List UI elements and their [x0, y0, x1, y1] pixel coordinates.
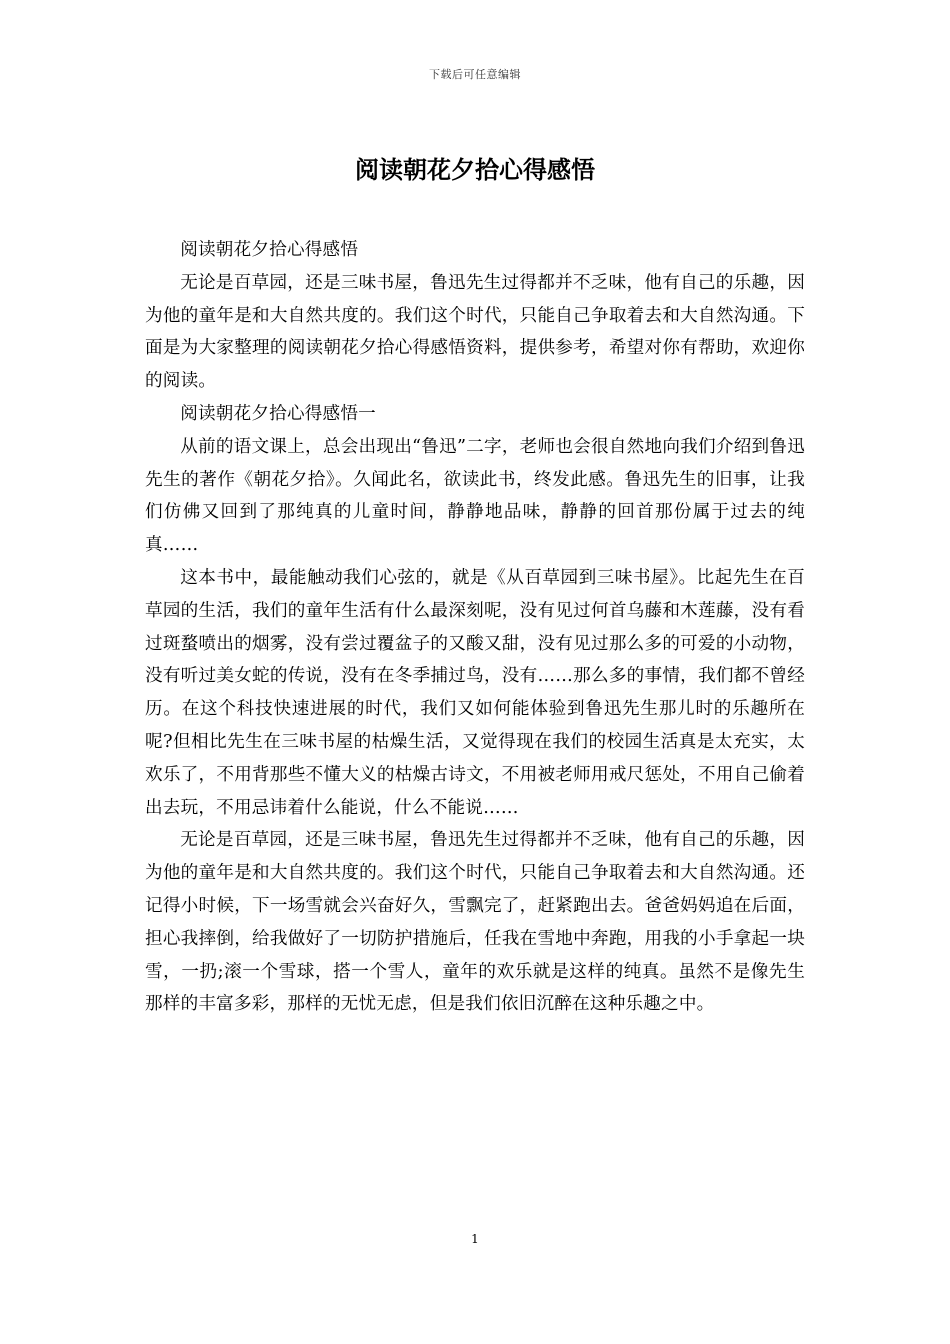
paragraph: 这本书中，最能触动我们心弦的，就是《从百草园到三味书屋》。比起先生在百草园的生活，我们的童年生活有什么最深刻呢，没有见过何首乌藤和木莲藤，没有看过斑蝥喷出的烟雾，没有尝过覆盆子的又酸又甜，没有见过那么多的可爱的小动物，没有听过美女蛇的传说，没有在冬季捕过鸟，没有……那么多的事情，我们都不曾经历。在这个科技快速进展的时代，我们又如何能体验到鲁迅先生那儿时的乐趣所在呢?但相比先生在三味书屋的枯燥生活，又觉得现在我们的校园生活真是太充实，太欢乐了，不用背那些不懂大义的枯燥古诗文，不用被老师用戒尺惩处，不用自己偷着出去玩，不用忌讳着什么能说，什么不能说…… [145, 567, 805, 818]
header-note: 下载后可任意编辑 [429, 68, 521, 81]
paragraph: 阅读朝花夕拾心得感悟一 [180, 403, 376, 424]
paragraph: 无论是百草园，还是三味书屋，鲁迅先生过得都并不乏味，他有自己的乐趣，因为他的童年是和大自然共度的。我们这个时代，只能自己争取着去和大自然沟通。下面是为大家整理的阅读朝花夕拾心得感悟资料，提供参考，希望对你有帮助，欢迎你的阅读。 [145, 272, 805, 392]
paragraph: 阅读朝花夕拾心得感悟 [180, 240, 359, 260]
document-body [145, 234, 805, 1021]
paragraph: 无论是百草园，还是三味书屋，鲁迅先生过得都并不乏味，他有自己的乐趣，因为他的童年是和大自然共度的。我们这个时代，只能自己争取着去和大自然沟通。还记得小时候，下一场雪就会兴奋好久，雪飘完了，赶紧跑出去。爸爸妈妈追在后面，担心我摔倒，给我做好了一切防护措施后，任我在雪地中奔跑，用我的小手拿起一块雪，一扔;滚一个雪球，搭一个雪人，童年的欢乐就是这样的纯真。虽然不是像先生那样的丰富多彩，那样的无忧无虑，但是我们依旧沉醉在这种乐趣之中。 [145, 830, 805, 1015]
paragraph: 从前的语文课上，总会出现出“鲁迅”二字，老师也会很自然地向我们介绍到鲁迅先生的著作《朝花夕拾》。久闻此名，欲读此书，终发此感。鲁迅先生的旧事，让我们仿佛又回到了那纯真的儿童时间，静静地品味，静静的回首那份属于过去的纯真…… [145, 436, 805, 556]
document-title: 阅读朝花夕拾心得感悟 [355, 156, 595, 184]
page-number: 1 [471, 1232, 479, 1246]
